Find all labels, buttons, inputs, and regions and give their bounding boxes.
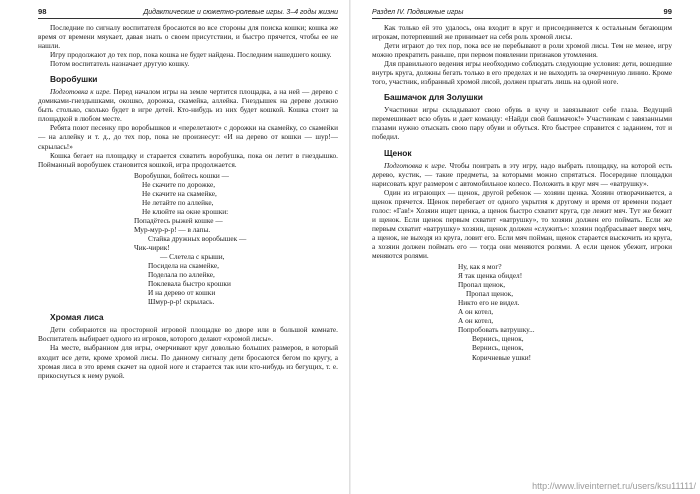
left-intro-paragraph-1: Последние по сигналу воспитателя бросаются во все стороны для поиска кошки; кошка же время от времени мяукает, давая знать о своем присутствии, и быстро прячется, чтобы ее не нашли. — [38, 23, 338, 51]
bashmachok-paragraph-1: Участники игры складывают свою обувь в кучу и завязывают себе глаза. Ведущий перемешивает всю обувь и дает команду: «Найди свой башмачок!» Участникам с завязанными глазами нужно отыскать свою пару обуви и обуться. Кто быстрее справится с заданием, тот и победил. — [372, 105, 672, 142]
vorobushki-paragraph-1-text: Перед началом игры на земле чертится площадка, а на ней — дерево с домиками-гнездышками, окошко, дорожка, скамейка, аллейка. Гнездышек на дереве должно быть столько, сколько будет в игре детей. Кто-нибудь из них будет кошкой. Кошка стоит за площадкой в любом месте. — [38, 87, 338, 124]
poem-line: Мур-мур-р-р! — в лапы. — [134, 224, 211, 234]
poem-line: Посидела на скамейке, — [148, 261, 219, 271]
right-intro-paragraph-1: Как только ей это удалось, она входит в круг и присоединяется к остальным бегающим игрокам, потерпевший же принимает на себя роль хромой лисы. — [372, 23, 672, 42]
poem-line: И на дерево от кошки — [148, 288, 216, 298]
poem-line: А он котел, — [458, 307, 494, 317]
poem-line: Я так щенка обидел! — [458, 271, 523, 281]
right-page-header — [372, 7, 672, 19]
shchenok-paragraph-2: Один из играющих — щенок, другой ребенок — хозяин щенка. Хозяин отворачивается, а щенок прячется. Щенок перебегает от одного укрытия к другому и время от времени подает голос: «Гав!» Хозяин ищет щенка, а щенок быстро схватит круга, где лежит мяч. Тут же бежит и щенок. Если щенок первым схватит «ватрушку», то хозяин должен его поймать. Если же первым схватит «ватрушку» хозяин, щенок должен «служить»: хозяин подбрасывает вверх мяч, а щенок, не выходя из круга, ловит его. Если мяч пойман, щенок старается выскочить из круга, а хозяин должен поймать его — тогда они меняются ролями. А если щенок убежит, игроки меняются ролями. — [372, 187, 672, 260]
poem-line: Коричневые ушки! — [472, 352, 532, 362]
poem-line: Пропал щенок, — [458, 280, 506, 290]
poem-line: Не скачите на скамейке, — [142, 188, 217, 198]
poem-line: Поклевала быстро крошки — [148, 279, 231, 289]
left-page-number: 98 — [38, 7, 47, 16]
vorobushki-paragraph-2: Ребята поют песенку про воробышков и «перелетают» с дорожки на скамейку, со скамейки — на аллейку и т. д., до тех пор, пока не произнесут: «И на дерево от кошки — шур!— скрылась!» — [38, 123, 338, 151]
vorobushki-lead: Подготовка к игре. — [50, 87, 112, 97]
left-intro-paragraph-2: Игру продолжают до тех пор, пока кошка не будет найдена. Последним нашедшего кошку. — [50, 50, 332, 60]
left-running-title: Дидактические и сюжетно-ролевые игры. 3–4 годы жизни — [143, 9, 338, 16]
hromaya-paragraph-2: На месте, выбранном для игры, очерчивают круг довольно больших размеров, в который входит все дети, кроме хромой лисы. По данному сигналу дети бросаются бегом по кругу, а хромая лиса в это время скачет на одной ноге и старается так или кто-нибудь из бегущих, т. е. прикоснуться к нему рукой. — [38, 343, 338, 380]
poem-line: — Слетела с крыши, — [160, 252, 225, 262]
vorobushki-paragraph-3: Кошка бегает на площадку и старается схватить воробушка, пока он летит в гнездышко. Пойманный воробушек становится кошкой, игра продолжается. — [38, 150, 338, 169]
right-page — [372, 7, 672, 477]
right-intro-paragraph-3: Для правильного ведения игры необходимо соблюдать следующие условия: дети, вошедшие внутрь круга, должны бегать только в его пределах и не выходить за очерченную линию. Кроме того, участник, избранный хромой лисой, должен прыгать лишь на одной ноге. — [372, 59, 672, 87]
poem-line: Поделала по аллейке, — [148, 270, 215, 280]
watermark-url: http://www.liveinternet.ru/users/ksu11111/ — [532, 481, 696, 491]
hromaya-paragraph-1: Дети собираются на просторной игровой площадке во дворе или в большой комнате. Воспитатель выбирает одного из игроков, которого делают «хромой лисы». — [38, 325, 338, 344]
poem-line: А он котел, — [458, 316, 494, 326]
shchenok-poem — [372, 262, 672, 362]
poem-line: Никто его не видел. — [458, 298, 520, 308]
poem-line: Вернись, щенок, — [472, 343, 524, 353]
poem-line: Не летайте по аллейке, — [142, 197, 214, 207]
section-title-bashmachok: Башмачок для Золушки — [384, 92, 483, 103]
poem-line: Вернись, щенок, — [472, 334, 524, 344]
left-page — [38, 7, 338, 477]
poem-line: Шмур-р-р! скрылась. — [148, 297, 215, 307]
poem-line: Чик-чирик! — [134, 243, 170, 253]
section-title-vorobushki: Воробушки — [50, 74, 98, 85]
book-gutter — [349, 0, 351, 494]
section-title-hromaya-lisa: Хромая лиса — [50, 312, 104, 323]
poem-line: Не скачите по дорожке, — [142, 179, 216, 189]
shchenok-paragraph-1 — [372, 161, 672, 188]
poem-line: Попадётесь рыжей кошке — — [134, 215, 223, 225]
poem-line: Пропал щенок, — [466, 289, 514, 299]
poem-line: Стайка дружных воробышек — — [148, 233, 247, 243]
vorobushki-poem — [38, 171, 338, 307]
poem-line: Ну, как я мог? — [458, 262, 502, 272]
shchenok-paragraph-1-text: Чтобы поиграть в эту игру, надо выбрать площадку, на которой есть дерево, кустик, — такие предметы, за которыми можно спрятаться. Посередине площадки нарисовать круг размером с автомобильное колесо. Положить в круг мяч — «ватрушку». — [372, 160, 672, 188]
vorobushki-paragraph-1 — [38, 87, 338, 123]
poem-line: Воробушки, бойтесь кошки — — [134, 170, 229, 180]
right-intro-paragraph-2: Дети играют до тех пор, пока все не перебывают в роли хромой лисы. Тем не менее, игру можно прекратить раньше, при первом появлении признаков утомления. — [372, 41, 672, 60]
section-title-shchenok: Щенок — [384, 147, 412, 158]
shchenok-lead: Подготовка к игре. — [384, 160, 447, 170]
poem-line: Попробовать ватрушку... — [458, 325, 535, 335]
poem-line: Не клюйте на окне крошки: — [142, 206, 229, 216]
right-page-number: 99 — [663, 7, 672, 16]
left-page-header — [38, 7, 338, 19]
left-intro-paragraph-3: Потом воспитатель назначает другую кошку. — [50, 59, 190, 69]
right-running-title: Раздел IV. Подвижные игры — [372, 9, 464, 16]
